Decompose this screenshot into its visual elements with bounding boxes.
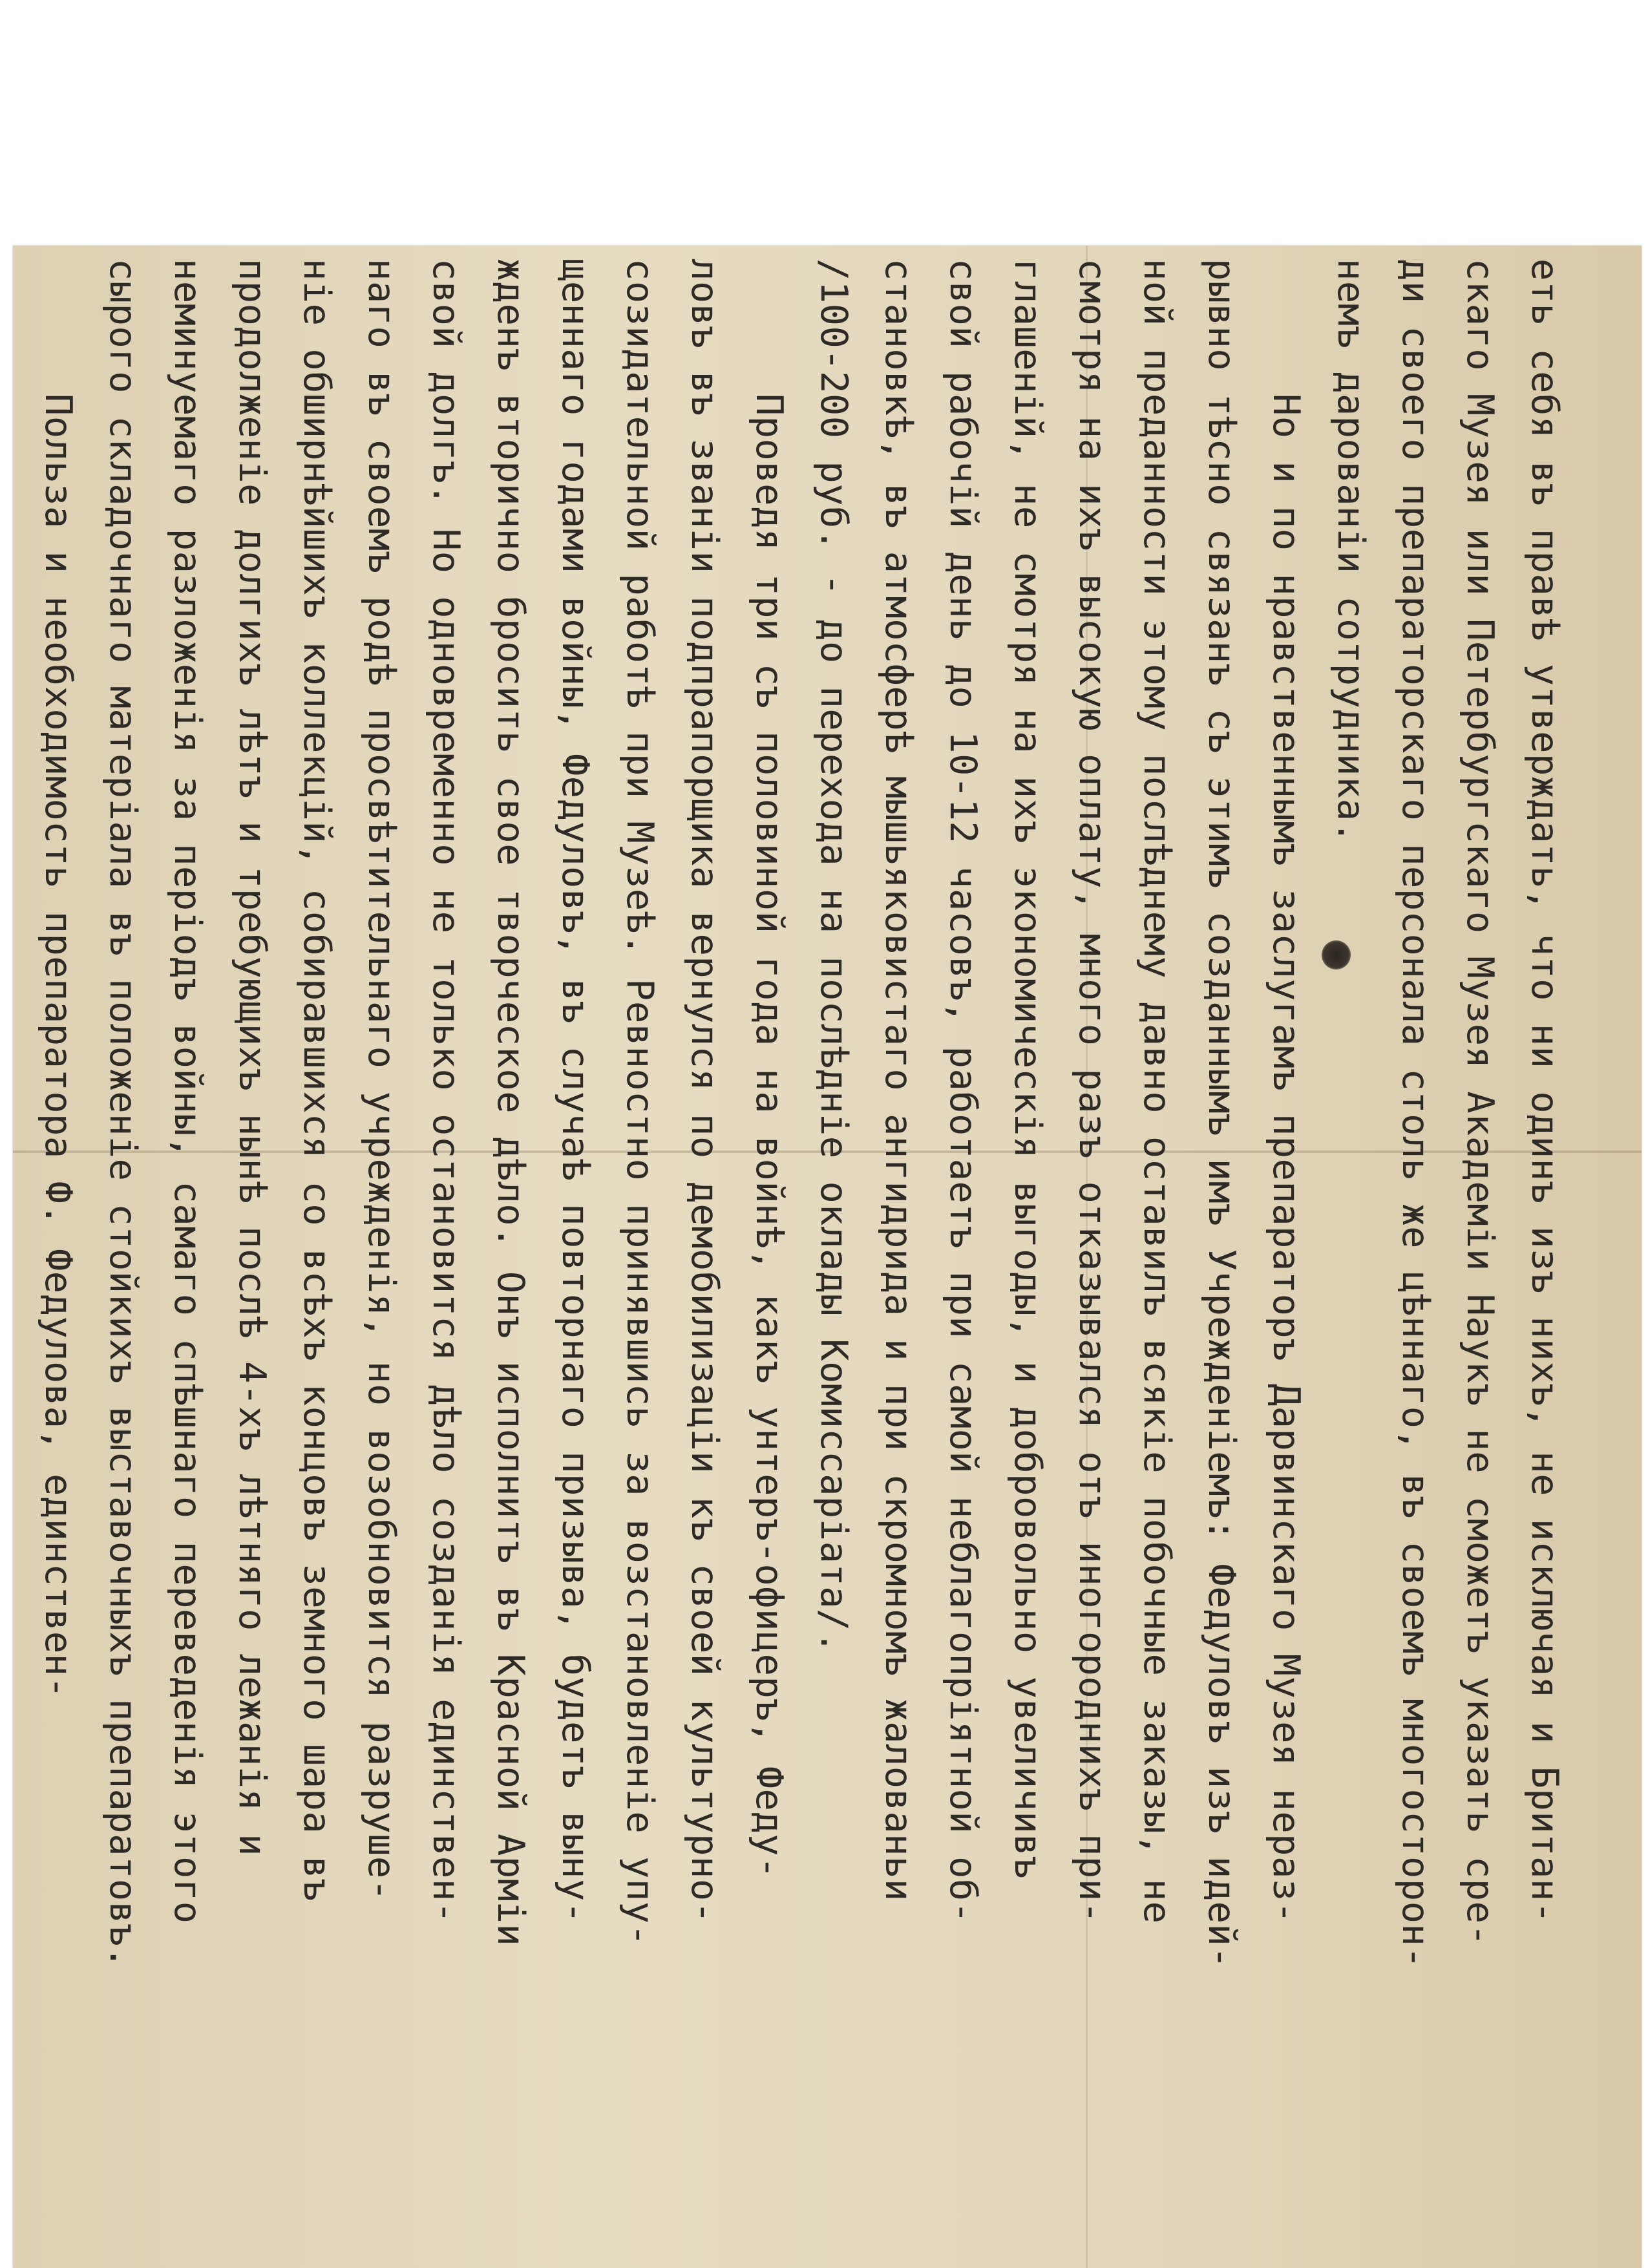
text-line: продолженіе долгихъ лѣтъ и требующихъ нынѣ послѣ 4-хъ лѣтняго лежанія и (231, 259, 273, 1856)
text-line: еть себя въ правѣ утверждать, что ни одинъ изъ нихъ, не исключая и Британ- (1523, 259, 1566, 1924)
text-line: смотря на ихъ высокую оплату, много разъ отказывался отъ иногороднихъ при- (1071, 259, 1114, 1924)
text-line: наго въ своемъ родѣ просвѣтительнаго учрежденія, но возобновится разруше- (360, 259, 403, 1902)
rotated-typewritten-text (0, 259, 1570, 2223)
text-line: немъ дарованіи сотрудника. (1329, 259, 1372, 844)
text-line: ной преданности этому послѣднему давно оставилъ всякіе побочные заказы, не (1136, 259, 1178, 1924)
text-line: Но и по нравственнымъ заслугамъ препараторъ Дарвинскаго Музея нераз- (1265, 259, 1307, 1924)
text-line: неминуемаго разложенія за періодъ войны, самаго спѣшнаго переведенія этого (166, 259, 209, 1924)
text-line: Проведя три съ половиной года на войнѣ, какъ унтеръ-офицеръ, Феду- (748, 259, 790, 1879)
text-line: /100-200 руб. - до перехода на послѣдніе оклады Комиссаріата/. (812, 259, 855, 1654)
text-line: ніе обширнѣйшихъ коллекцій, собиравшихся со всѣхъ концовъ земного шара въ (295, 259, 338, 1902)
text-line: ди своего препараторскаго персонала столь же цѣннаго, въ своемъ многосторон- (1394, 259, 1437, 1969)
text-line: становкѣ, въ атмосферѣ мышьяковистаго ангидрида и при скромномъ жалованьи (877, 259, 920, 1902)
text-line: жденъ вторично бросить свое творческое дѣло. Онъ исполнитъ въ Красной Арміи (489, 259, 532, 1947)
text-line: щеннаго годами войны, Федуловъ, въ случаѣ повторнаго призыва, будетъ выну- (554, 259, 597, 1924)
text-line: свой рабочій день до 10-12 часовъ, работаетъ при самой неблагопріятной об- (942, 259, 984, 1924)
text-line: глашеній, не смотря на ихъ экономическія выгоды, и добровольно увеличивъ (1006, 259, 1049, 1879)
text-line: ловъ въ званіи подпрапорщика вернулся по демобилизаціи къ своей культурно- (683, 259, 726, 1924)
text-line: сырого складочнаго матеріала въ положеніе стойкихъ выставочныхъ препаратовъ. (101, 259, 144, 1969)
text-line: свой долгъ. Но одновременно не только остановится дѣло созданія единствен- (425, 259, 467, 1924)
text-line: скаго Музея или Петербургскаго Музея Академіи Наукъ не сможетъ указать сре- (1459, 259, 1501, 1947)
text-line: Польза и необходимость препаратора Ф. Федулова, единствен- (37, 259, 79, 1699)
text-line: созидательной работѣ при Музеѣ. Ревностно принявшись за возстановленіе упу- (618, 259, 661, 1947)
text-line: рывно тѣсно связанъ съ этимъ созданнымъ имъ Учрежденіемъ: Федуловъ изъ идей- (1200, 259, 1243, 1969)
